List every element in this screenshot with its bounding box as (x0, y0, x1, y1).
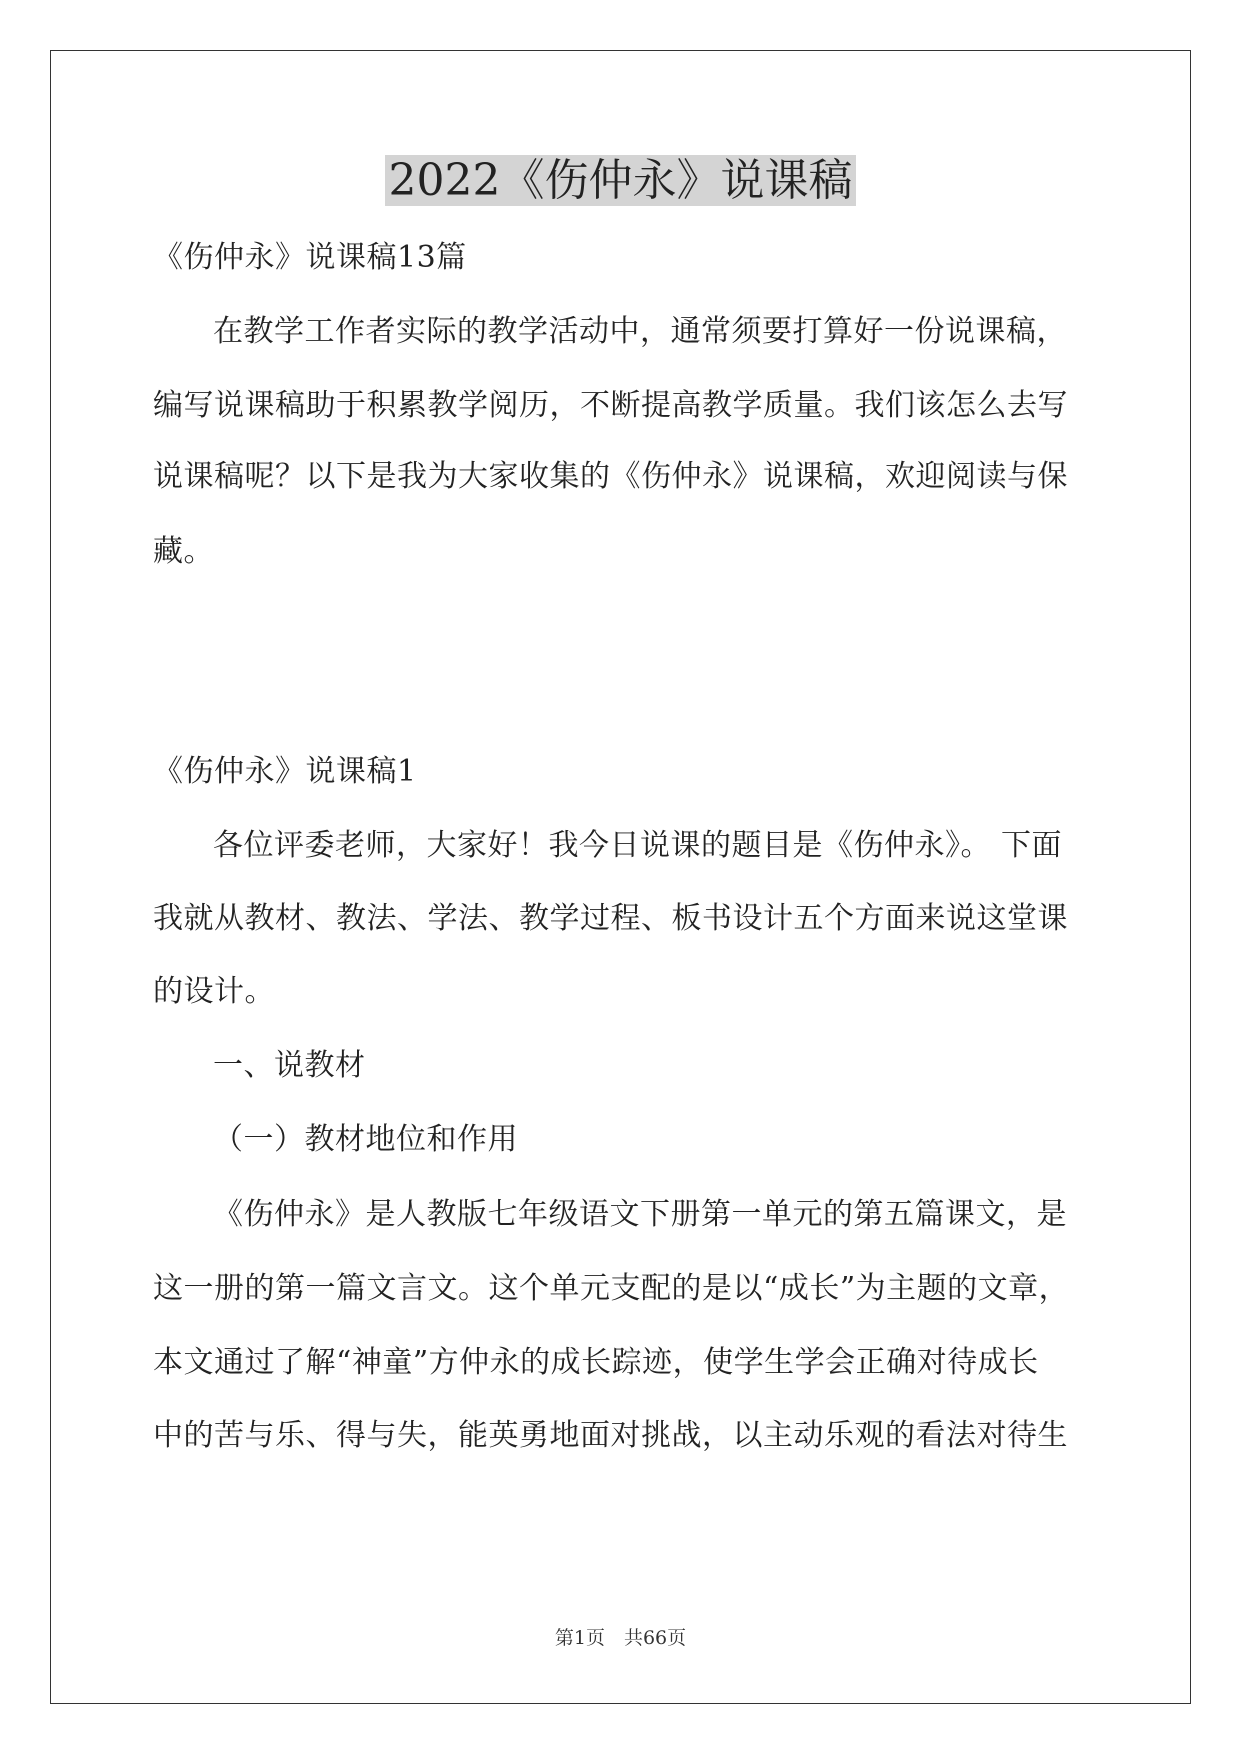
intro-line: 在教学工作者实际的教学活动中，通常须要打算好一份说课稿， (213, 314, 1067, 349)
heading-level-2: （一）教材地位和作用 (213, 1122, 518, 1157)
paragraph-line: 各位评委老师，大家好！我今日说课的题目是《伤仲永》。 下面 (213, 828, 1063, 863)
intro-line: 说课稿呢？以下是我为大家收集的《伤仲永》说课稿，欢迎阅读与保 (153, 459, 1068, 494)
paragraph-line: 本文通过了解“神童”方仲永的成长踪迹，使学生学会正确对待成长 (153, 1345, 1039, 1380)
paragraph-line: 这一册的第一篇文言文。这个单元支配的是以“成长”为主题的文章， (153, 1271, 1070, 1306)
intro-line: 藏。 (153, 534, 214, 569)
section-heading: 《伤仲永》说课稿1 (153, 754, 417, 789)
intro-line: 编写说课稿助于积累教学阅历，不断提高教学质量。我们该怎么去写 (153, 388, 1068, 423)
paragraph-line: 我就从教材、教法、学法、教学过程、板书设计五个方面来说这堂课 (153, 901, 1068, 936)
paragraph-line: 的设计。 (153, 974, 275, 1009)
subtitle: 《伤仲永》说课稿13篇 (153, 240, 467, 275)
page-footer: 第1页 共66页 (554, 1627, 687, 1649)
paragraph-line: 中的苦与乐、得与失，能英勇地面对挑战，以主动乐观的看法对待生 (153, 1418, 1068, 1453)
document-title: 2022《伤仲永》说课稿 (0, 152, 1241, 210)
paragraph-line: 《伤仲永》是人教版七年级语文下册第一单元的第五篇课文，是 (213, 1197, 1067, 1232)
heading-level-1: 一、说教材 (213, 1048, 366, 1083)
